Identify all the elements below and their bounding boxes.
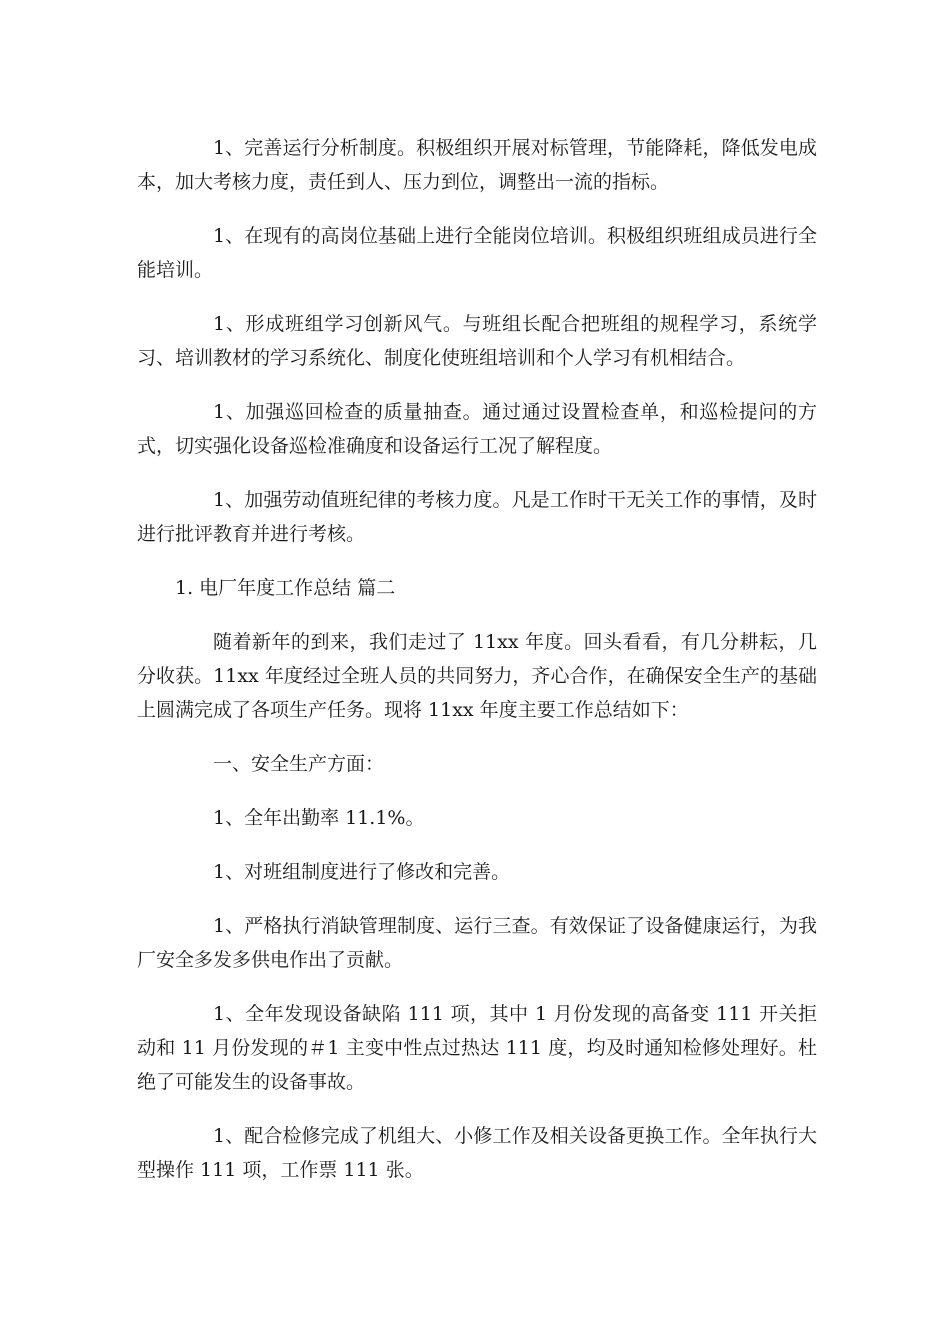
item-maintenance: 1、配合检修完成了机组大、小修工作及相关设备更换工作。全年执行大型操作 111 项，工作票 111 张。	[137, 1125, 817, 1181]
item-system-revision: 1、对班组制度进行了修改和完善。	[213, 861, 511, 883]
document-body	[137, 131, 817, 1207]
paragraph-analysis-system: 1、完善运行分析制度。积极组织开展对标管理，节能降耗，降低发电成本，加大考核力度，责任到人、压力到位，调整出一流的指标。	[137, 137, 817, 193]
section-heading: 1. 电厂年度工作总结 篇二	[175, 577, 396, 599]
item-defects-found: 1、全年发现设备缺陷 111 项，其中 1 月份发现的高备变 111 开关拒动和 11 月份发现的＃1 主变中性点过热达 111 度，均及时通知检修处理好。杜绝了可能发生的设备事故。	[137, 1003, 817, 1093]
intro-paragraph: 随着新年的到来，我们走过了 11xx 年度。回头看看，有几分耕耘，几分收获。11xx 年度经过全班人员的共同努力，齐心合作，在确保安全生产的基础上圆满完成了各项生产任务。现将 11xx 年度主要工作总结如下：	[137, 631, 817, 721]
item-defect-management: 1、严格执行消缺管理制度、运行三查。有效保证了设备健康运行，为我厂安全多发多供电作出了贡献。	[137, 915, 817, 971]
paragraph-job-training: 1、在现有的高岗位基础上进行全能岗位培训。积极组织班组成员进行全能培训。	[137, 225, 817, 281]
item-attendance: 1、全年出勤率 11.1%。	[213, 807, 425, 829]
paragraph-learning-culture: 1、形成班组学习创新风气。与班组长配合把班组的规程学习，系统学习、培训教材的学习系统化、制度化使班组培训和个人学习有机相结合。	[137, 313, 817, 369]
paragraph-patrol-inspection: 1、加强巡回检查的质量抽查。通过通过设置检查单，和巡检提问的方式，切实强化设备巡检准确度和设备运行工况了解程度。	[137, 401, 817, 457]
paragraph-labor-discipline: 1、加强劳动值班纪律的考核力度。凡是工作时干无关工作的事情，及时进行批评教育并进行考核。	[137, 489, 817, 545]
subheading-safety: 一、安全生产方面：	[213, 753, 385, 775]
